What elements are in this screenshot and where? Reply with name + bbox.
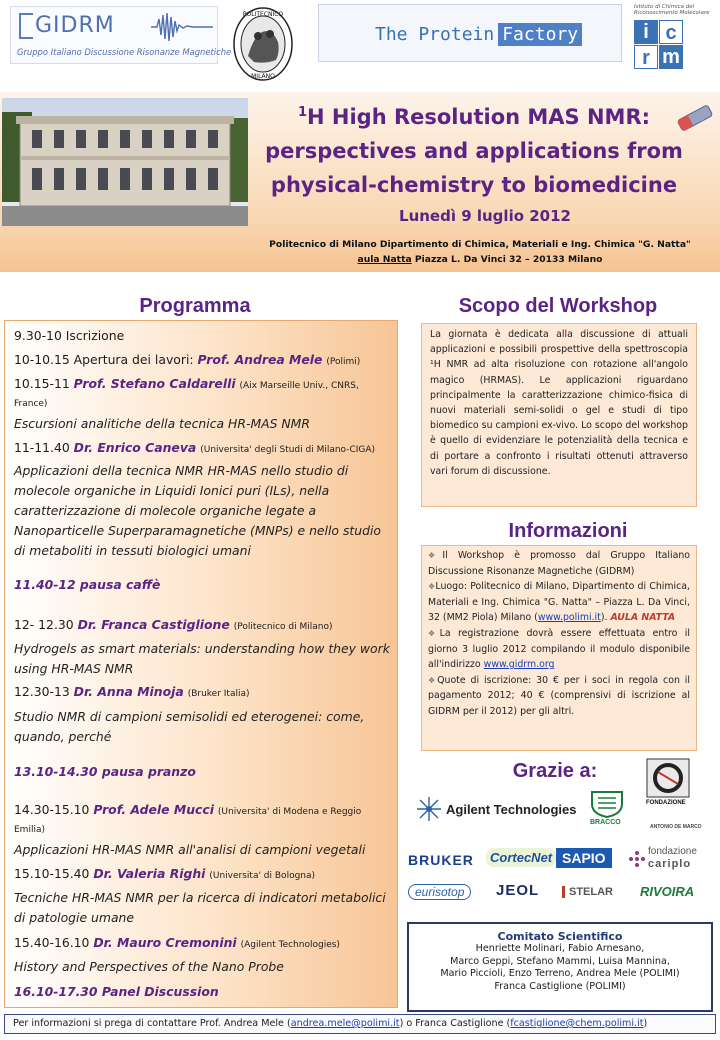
icrm-logo-small-text: Istituto di Chimica del Riconoscimento Molecolare <box>634 4 710 16</box>
title-line-1: H High Resolution MAS NMR: <box>307 105 651 129</box>
footer-text: ) <box>643 1018 648 1029</box>
scope-heading: Scopo del Workshop <box>458 295 658 317</box>
footer-text: ) o Franca Castiglione ( <box>399 1018 511 1029</box>
program-speaker: Dr. Mauro Cremonini <box>93 935 237 950</box>
bracco-shield-icon <box>590 790 624 818</box>
program-time: 14.30-15.10 <box>14 802 90 817</box>
svg-text:POLITECNICO: POLITECNICO <box>242 11 284 18</box>
politecnico-seal-logo <box>232 6 294 82</box>
info-bullet-text: Luogo: Politecnico di Milano, Dipartimento di Chimica, Materiali e Ing. Chimica "G. Natta" – Piazza L. Da Vinci, 32 (MM2 Piola) Milano ( <box>428 581 690 624</box>
program-speaker: Dr. Franca Castiglione <box>77 617 230 632</box>
program-time: 15.10-15.40 <box>14 866 90 881</box>
sponsor-logos <box>402 786 720 920</box>
sponsor-jeol: JEOL <box>496 882 540 899</box>
diamond-bullet-icon: ❖ <box>428 582 436 592</box>
program-affiliation: (Universita' degli Studi di Milano-CIGA) <box>200 445 376 455</box>
program-affiliation: (Agilent Technologies) <box>240 940 340 950</box>
footer-text: Per informazioni si prega di contattare Prof. Andrea Mele ( <box>13 1018 291 1029</box>
protein-logo-highlight: Factory <box>498 23 582 46</box>
info-bullet-1 <box>428 548 690 579</box>
committee-line: Mario Piccioli, Enzo Terreno, Andrea Mele (POLIMI) <box>440 968 680 980</box>
program-talk: Studio NMR di campioni semisolidi ed eterogenei: come, quando, perché <box>14 709 365 744</box>
program-item <box>14 802 390 838</box>
program-talk: Tecniche HR-MAS NMR per la ricerca di indicatori metabolici di patologie umane <box>14 890 386 925</box>
sponsor-rivoira: RIVOIRA <box>640 884 695 899</box>
diamond-bullet-icon: ❖ <box>428 628 440 638</box>
program-time: 10-10.15 Apertura dei lavori: <box>14 352 194 367</box>
scope-text: La giornata è dedicata alla discussione di attuali applicazioni e possibili prospettive della spettroscopia ¹H NMR ad alta risoluzione con rotazione all'angolo magico (HRMAS). Le applicazioni riguardano principalmente la caratterizzazione chimico-fisica di nuovi materiali semi-solidi o gel e studi di tipo biomedico su campioni ex-vivo. Lo scopo del workshop è quello di evidenziare le potenzialità della tecnica e di portare a confronto i risultati ottenuti attraverso vari forum di discussione. <box>430 329 688 477</box>
diamond-bullet-icon: ❖ <box>428 675 438 685</box>
program-speaker: Dr. Valeria Righi <box>93 866 206 881</box>
program-affiliation: (Bruker Italia) <box>187 689 250 699</box>
program-affiliation: (Politecnico di Milano) <box>233 622 333 632</box>
program-item <box>14 350 390 372</box>
program-talk: Escursioni analitiche della tecnica HR-MAS NMR <box>14 416 310 431</box>
icrm-letter: c <box>659 20 683 44</box>
program-speaker: Dr. Enrico Caneva <box>73 440 197 455</box>
program-speaker: Prof. Andrea Mele <box>197 352 323 367</box>
info-bullet-4 <box>428 673 690 720</box>
committee-line: Henriette Molinari, Fabio Arnesano, <box>475 943 645 954</box>
info-bullet-text: Quote di iscrizione: 30 € per i soci in regola con il pagamento 2012; 40 € (comprensivi di iscrizione al GIDRM per il 2012) per gli altri. <box>428 674 691 717</box>
title-line-3: physical-chemistry to biomedicine <box>270 173 678 197</box>
committee-line: Marco Geppi, Stefano Mammi, Luisa Mannina, <box>450 955 670 967</box>
venue-line-1: Politecnico di Milano Dipartimento di Chimica, Materiali e Ing. Chimica "G. Natta" <box>269 239 691 250</box>
program-affiliation: (Universita' di Modena e Reggio Emilia) <box>14 807 362 835</box>
sponsor-agilent: Agilent Technologies <box>446 802 577 817</box>
nmr-wave-icon <box>151 9 213 45</box>
program-item <box>14 864 390 886</box>
sponsor-stelar: STELAR <box>562 886 613 898</box>
icrm-letter: m <box>659 45 683 69</box>
thanks-heading: Grazie a: <box>512 760 598 782</box>
program-time: 15.40-16.10 <box>14 935 90 950</box>
info-bullet-text: La registrazione dovrà essere effettuata entro il giorno 3 luglio 2012 compilando il modulo disponibile all'indirizzo <box>428 627 691 671</box>
program-affiliation: (Polimi) <box>326 357 361 367</box>
info-heading: Informazioni <box>508 520 628 542</box>
gidrm-bracket-icon <box>19 13 33 39</box>
diamond-bullet-icon: ❖ <box>428 551 443 560</box>
scientific-committee <box>407 922 713 1012</box>
program-heading: Programma <box>139 295 251 317</box>
committee-line: Franca Castiglione (POLIMI) <box>494 980 626 992</box>
committee-title: Comitato Scientifico <box>497 930 623 943</box>
info-bullet-2 <box>428 579 690 626</box>
lunch-break: 13.10-14.30 pausa pranzo <box>14 764 196 779</box>
program-speaker: Prof. Stefano Caldarelli <box>73 376 236 391</box>
program-talk: Applicazioni della tecnica NMR HR-MAS nello studio di molecole organiche in Liquidi Ionici puri (ILs), nella caratterizzazione di molecole organiche legate a Nanoparticelle Superparamagnetiche (MNPs) e nello studio di metaboliti in tessuti biologici umani <box>14 463 381 558</box>
icrm-logo <box>634 4 714 80</box>
sponsor-cariplo: cariplo <box>648 858 692 870</box>
gidrm-logo-name: GIDRM <box>35 13 115 38</box>
email-mele-link[interactable]: andrea.mele@polimi.it <box>290 1018 400 1029</box>
info-bullet-text: Il Workshop è promosso dal Gruppo Italiano Discussione Risonanze Magnetiche (GIDRM) <box>428 550 691 577</box>
contact-footer <box>4 1014 716 1034</box>
icrm-letter: i <box>634 20 658 44</box>
sponsor-cariplo-top: fondazione <box>648 846 697 857</box>
gidrm-logo-subtitle: Gruppo Italiano Discussione Risonanze Magnetiche <box>17 47 232 57</box>
program-affiliation: (Aix Marseille Univ., CNRS, France) <box>14 381 359 409</box>
coffee-break: 11.40-12 pausa caffè <box>14 577 161 592</box>
program-item <box>14 682 390 704</box>
program-time: 11-11.40 <box>14 440 70 455</box>
agilent-spark-icon <box>416 796 442 822</box>
title-superscript: 1 <box>297 105 308 120</box>
info-bullet-text: ). <box>600 612 608 624</box>
nmr-rotor-icon <box>672 96 718 136</box>
venue-aula: aula Natta <box>357 254 412 265</box>
program-item <box>14 376 390 412</box>
email-castiglione-link[interactable]: fcastiglione@chem.polimi.it <box>510 1018 644 1029</box>
sponsor-sapio: SAPIO <box>556 848 612 868</box>
program-time: 12.30-13 <box>14 684 70 699</box>
sponsor-bruker: BRUKER <box>408 852 474 868</box>
info-bullet-3 <box>428 626 690 673</box>
program-item <box>14 438 390 460</box>
program-time: 12- 12.30 <box>14 617 74 632</box>
program-speaker: Prof. Adele Mucci <box>93 802 214 817</box>
title-line-2: perspectives and applications from <box>265 139 683 163</box>
program-item <box>14 933 390 955</box>
info-text <box>428 548 690 720</box>
svg-text:MILANO: MILANO <box>251 73 275 80</box>
protein-logo-prefix: The Protein <box>375 24 495 45</box>
venue-line-2: Piazza L. Da Vinci 32 – 20133 Milano <box>414 254 603 265</box>
sponsor-eurisotop: eurisotop <box>408 884 471 900</box>
sponsor-fondazione: FONDAZIONE <box>646 800 686 806</box>
program-affiliation: (Universita' di Bologna) <box>209 871 316 881</box>
venue <box>240 237 720 267</box>
event-date: Lunedì 9 luglio 2012 <box>399 207 571 225</box>
polimi-link[interactable]: www.polimi.it <box>537 612 601 624</box>
gidrm-link[interactable]: www.gidrm.org <box>483 659 555 671</box>
program-time: 9.30-10 Iscrizione <box>14 328 125 343</box>
program-talk: Hydrogels as smart materials: understanding how they work using HR-MAS NMR <box>14 641 390 676</box>
icrm-letter: r <box>634 45 658 69</box>
program-talk: History and Perspectives of the Nano Probe <box>14 959 284 974</box>
sponsor-cortecnet: CortecNet <box>486 848 556 867</box>
sponsor-fondazione-name: ANTONIO DE MARCO <box>650 824 702 830</box>
program-speaker: Dr. Anna Minoja <box>73 684 184 699</box>
program-item <box>14 326 390 346</box>
program-talk: Applicazioni HR-MAS NMR all'analisi di campioni vegetali <box>14 842 366 857</box>
panel-discussion: 16.10-17.30 Panel Discussion <box>14 984 219 999</box>
building-photo <box>2 98 248 226</box>
workshop-title <box>255 96 693 202</box>
aula-natta-label: AULA NATTA <box>610 612 676 624</box>
cariplo-dots-icon <box>628 850 646 868</box>
program-time: 10.15-11 <box>14 376 70 391</box>
program-item <box>14 615 390 637</box>
protein-factory-logo <box>318 4 622 62</box>
sponsor-bracco: BRACCO <box>590 819 621 826</box>
gidrm-logo <box>10 6 232 64</box>
fondazione-demarco-emblem <box>646 758 690 798</box>
